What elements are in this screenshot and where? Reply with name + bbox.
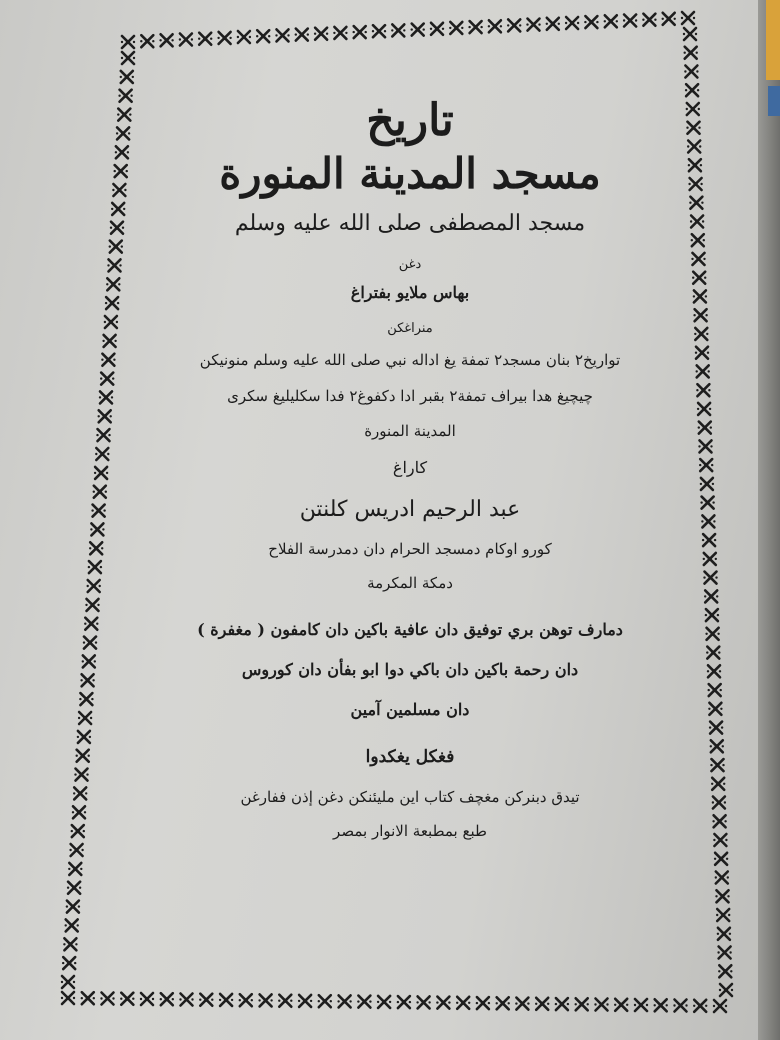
border-ornament	[140, 35, 154, 47]
border-ornament	[634, 999, 648, 1011]
border-ornament	[61, 992, 75, 1004]
border-ornament	[120, 71, 134, 83]
language-line: بهاس ملايو بفتراغ	[350, 283, 470, 302]
border-ornament	[691, 234, 705, 246]
border-ornament	[76, 750, 90, 762]
border-ornament	[456, 997, 470, 1009]
border-ornament	[61, 976, 75, 988]
border-ornament	[357, 996, 371, 1008]
border-ornament	[372, 25, 386, 37]
border-ornament	[98, 410, 112, 422]
border-ornament	[684, 66, 698, 78]
border-ornament	[93, 486, 107, 498]
explaining-label: منراغكن	[387, 321, 433, 336]
border-ornament	[693, 309, 707, 321]
title-page-text	[140, 90, 680, 848]
border-ornament	[681, 12, 695, 24]
border-ornament	[697, 403, 711, 415]
border-ornament	[705, 628, 719, 640]
border-ornament	[298, 995, 312, 1007]
border-ornament	[555, 998, 569, 1010]
border-ornament	[95, 448, 109, 460]
border-ornament	[693, 1000, 707, 1012]
border-ornament	[673, 1000, 687, 1012]
border-ornament	[90, 523, 104, 535]
border-ornament	[717, 928, 731, 940]
border-ornament	[62, 957, 76, 969]
border-ornament	[81, 992, 95, 1004]
border-ornament	[71, 825, 85, 837]
border-ornament	[72, 806, 86, 818]
border-ornament	[79, 693, 93, 705]
border-ornament	[88, 561, 102, 573]
border-ornament	[689, 197, 703, 209]
border-ornament	[275, 29, 289, 41]
border-ornament	[258, 994, 272, 1006]
border-ornament	[68, 863, 82, 875]
border-ornament	[712, 815, 726, 827]
border-ornament	[715, 872, 729, 884]
border-ornament	[80, 674, 94, 686]
author-name: عبد الرحيم ادريس كلنتن	[299, 497, 521, 522]
border-ornament	[416, 996, 430, 1008]
border-ornament	[217, 32, 231, 44]
border-ornament	[716, 909, 730, 921]
notice-line: تيدق دبنركن مغچف كتاب اين مليئنكن دغن إذن ففارغن	[240, 788, 580, 806]
border-ornament	[120, 993, 134, 1005]
border-ornament	[391, 24, 405, 36]
border-ornament	[709, 722, 723, 734]
description-line-3: المدينة المنورة	[364, 422, 456, 440]
border-ornament	[685, 84, 699, 96]
border-ornament	[78, 712, 92, 724]
border-ornament	[691, 253, 705, 265]
border-ornament	[109, 241, 123, 253]
border-ornament	[712, 797, 726, 809]
border-ornament	[526, 19, 540, 31]
border-ornament	[397, 996, 411, 1008]
border-ornament	[710, 759, 724, 771]
border-ornament	[694, 328, 708, 340]
border-ornament	[66, 901, 80, 913]
by-label: كاراغ	[392, 458, 428, 477]
border-ornament	[688, 178, 702, 190]
border-ornament	[430, 23, 444, 35]
border-ornament	[102, 335, 116, 347]
border-ornament	[584, 16, 598, 28]
author-role: كورو اوكام دمسجد الحرام دان دمدرسة الفلاح	[268, 540, 552, 558]
border-ornament	[623, 15, 637, 27]
border-ornament	[114, 165, 128, 177]
border-ornament	[159, 34, 173, 46]
border-ornament	[468, 21, 482, 33]
border-ornament	[711, 778, 725, 790]
border-ornament	[701, 515, 715, 527]
border-ornament	[89, 542, 103, 554]
border-ornament	[714, 853, 728, 865]
border-ornament	[686, 122, 700, 134]
border-ornament	[688, 159, 702, 171]
border-ornament	[337, 995, 351, 1007]
border-ornament	[65, 919, 79, 931]
border-ornament	[105, 297, 119, 309]
border-ornament	[700, 478, 714, 490]
border-ornament	[96, 429, 110, 441]
border-ornament	[295, 29, 309, 41]
border-ornament	[614, 999, 628, 1011]
border-ornament	[715, 890, 729, 902]
border-ornament	[198, 33, 212, 45]
border-ornament	[535, 998, 549, 1010]
border-ornament	[112, 184, 126, 196]
subtitle: مسجد المصطفى صلى الله عليه وسلم	[234, 211, 586, 236]
border-ornament	[496, 997, 510, 1009]
border-ornament	[642, 14, 656, 26]
title-line-1: تاريخ	[366, 95, 454, 146]
title-line-2: مسجد المدينة المنورة	[219, 149, 601, 198]
border-ornament	[706, 647, 720, 659]
border-ornament	[199, 994, 213, 1006]
border-ornament	[565, 17, 579, 29]
border-ornament	[314, 28, 328, 40]
border-ornament	[219, 994, 233, 1006]
border-ornament	[87, 580, 101, 592]
border-ornament	[118, 90, 132, 102]
border-ornament	[708, 684, 722, 696]
border-ornament	[695, 347, 709, 359]
border-ornament	[696, 384, 710, 396]
border-ornament	[692, 272, 706, 284]
border-ornament	[140, 993, 154, 1005]
border-ornament	[693, 290, 707, 302]
border-ornament	[84, 618, 98, 630]
border-ornament	[77, 731, 91, 743]
border-ornament	[116, 127, 130, 139]
border-ornament	[515, 998, 529, 1010]
border-ornament	[333, 27, 347, 39]
border-ornament	[100, 993, 114, 1005]
border-ornament	[708, 703, 722, 715]
border-ornament	[160, 993, 174, 1005]
border-ornament	[683, 28, 697, 40]
border-ornament	[707, 665, 721, 677]
border-ornament	[488, 20, 502, 32]
border-ornament	[575, 998, 589, 1010]
rights-line: فغكل يغكدوا	[365, 747, 455, 767]
border-ornament	[702, 534, 716, 546]
border-ornament	[82, 655, 96, 667]
border-ornament	[256, 30, 270, 42]
border-ornament	[83, 637, 97, 649]
border-ornament	[107, 259, 121, 271]
prayer-line-3: دان مسلمين آمين	[350, 700, 470, 719]
border-ornament	[69, 844, 83, 856]
border-ornament	[507, 19, 521, 31]
border-ornament	[121, 52, 135, 64]
border-ornament	[699, 459, 713, 471]
border-ornament	[101, 354, 115, 366]
border-ornament	[713, 1000, 727, 1012]
border-ornament	[63, 938, 77, 950]
border-ornament	[604, 15, 618, 27]
border-ornament	[662, 13, 676, 25]
border-ornament	[687, 141, 701, 153]
border-ornament	[179, 994, 193, 1006]
border-ornament	[237, 31, 251, 43]
border-ornament	[99, 391, 113, 403]
border-ornament	[74, 769, 88, 781]
border-ornament	[353, 26, 367, 38]
border-ornament	[710, 740, 724, 752]
border-ornament	[239, 994, 253, 1006]
border-ornament	[704, 590, 718, 602]
border-ornament	[411, 24, 425, 36]
border-ornament	[121, 36, 135, 48]
border-ornament	[717, 947, 731, 959]
author-city: دمكة المكرمة	[367, 574, 453, 592]
border-ornament	[594, 999, 608, 1011]
border-ornament	[106, 278, 120, 290]
border-ornament	[705, 609, 719, 621]
with-label: دغن	[398, 257, 422, 272]
description-line-1: تواريخ٢ بنان مسجد٢ تمفة يغ اداله نبي صلى الله عليه وسلم منونيكن	[199, 351, 621, 369]
border-ornament	[703, 553, 717, 565]
border-ornament	[718, 965, 732, 977]
border-ornament	[654, 999, 668, 1011]
prayer-line-2: دان رحمة باكين دان باكي دوا ابو بفأن دان كوروس	[241, 660, 579, 679]
border-ornament	[703, 572, 717, 584]
border-ornament	[67, 882, 81, 894]
border-ornament	[449, 22, 463, 34]
border-ornament	[111, 203, 125, 215]
border-ornament	[110, 222, 124, 234]
printer-line: طبع بمطبعة الانوار بمصر	[333, 822, 487, 840]
border-ornament	[115, 146, 129, 158]
border-ornament	[713, 834, 727, 846]
border-ornament	[377, 996, 391, 1008]
border-ornament	[104, 316, 118, 328]
border-ornament	[117, 109, 131, 121]
border-ornament	[684, 47, 698, 59]
border-ornament	[100, 373, 114, 385]
border-ornament	[179, 34, 193, 46]
border-ornament	[696, 365, 710, 377]
border-ornament	[698, 422, 712, 434]
border-ornament	[85, 599, 99, 611]
border-ornament	[546, 18, 560, 30]
border-ornament	[278, 995, 292, 1007]
border-ornament	[436, 997, 450, 1009]
border-ornament	[318, 995, 332, 1007]
border-ornament	[476, 997, 490, 1009]
prayer-line-1: دمارف توهن بري توفيق دان عافية باكين دان كامفون ( مغفرة )	[197, 620, 623, 639]
border-ornament	[686, 103, 700, 115]
border-ornament	[91, 505, 105, 517]
description-line-2: چيچيغ هدا بيراف تمفة٢ بقبر ادا دكفوغ٢ فدا سكليليغ سكرى	[227, 387, 593, 405]
border-ornament	[690, 216, 704, 228]
border-ornament	[698, 440, 712, 452]
border-ornament	[94, 467, 108, 479]
border-ornament	[719, 984, 733, 996]
border-ornament	[700, 497, 714, 509]
border-ornament	[73, 787, 87, 799]
